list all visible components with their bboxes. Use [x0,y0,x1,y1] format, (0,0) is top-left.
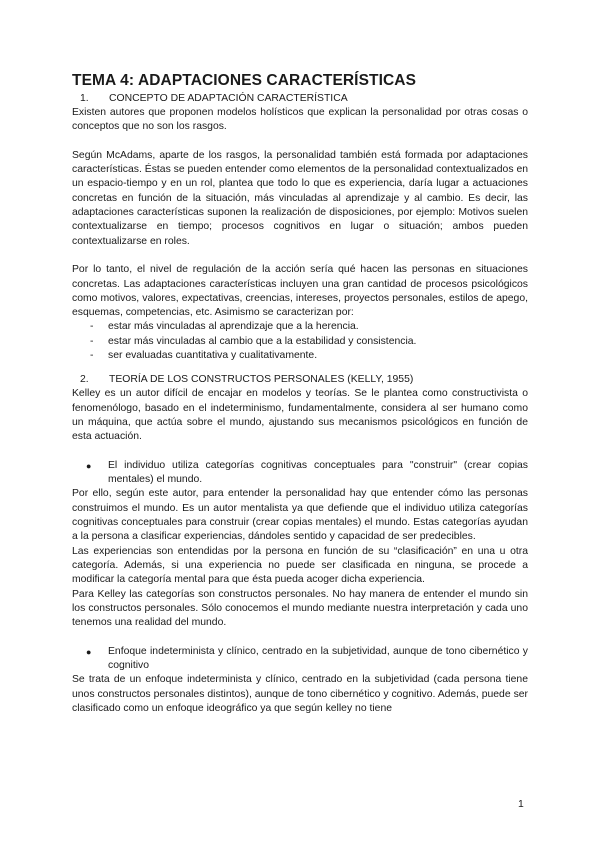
bullet-icon: ● [86,460,92,471]
section-heading-2 [72,373,528,387]
section-title: TEORÍA DE LOS CONSTRUCTOS PERSONALES (KELLY, 1955) [109,374,414,386]
paragraph-6: Las experiencias son entendidas por la persona en función de su “clasificación” en una u otra categoría. Además, si una experiencia no puede ser clasificada en ninguna, se procede a modificar la categoría mental para que ésta pueda acoger dicha experiencia. [72,545,528,586]
paragraph-8: Se trata de un enfoque indeterminista y clínico, centrado en la subjetividad (cada persona tiene unos constructos personales distintos), aunque de tono cibernético y cognitivo. Además, puede ser clasificado como un enfoque ideográfico ya que según kelley no tiene [72,674,528,714]
list-item: - ser evaluadas cuantitativa y cualitativamente. [90,350,318,362]
paragraph-1: Existen autores que proponen modelos holísticos que explican la personalidad por otras cosas o conceptos que no son los rasgos. [72,107,528,133]
list-item: - estar más vinculadas al cambio que a la estabilidad y consistencia. [90,335,417,347]
bullet-icon: ● [86,646,92,657]
document-page [72,72,528,716]
paragraph-2: Según McAdams, aparte de los rasgos, la personalidad también está formada por adaptaciones características. Éstas se pueden entender como elementos de la personalidad contextualizados en un espacio-tiempo y en un rol, plantea que todo lo que es experiencia, daría lugar a actuaciones concretas en función de la situación, más vinculadas al aprendizaje y al cambio. Es decir, las adaptaciones características suponen la realización de disposiciones, por ejemplo: Motivos suelen contextualizarse en tiempo; procesos cognitivos en lugar o situación; ambos pueden contextualizarse en roles. [72,149,528,247]
section-number: 1. [80,93,89,104]
paragraph-4: Kelley es un autor difícil de encajar en modelos y teorías. Se le plantea como constructivista o fenomenólogo, basado en el indeterminismo, fundamentalmente, considera al ser humano como un máquina, que actúa sobre el mundo, ajustando sus mecanismos psicológicos en función de esta actuación. [72,388,528,443]
bullet-item: ● El individuo utiliza categorías cognitivas conceptuales para "construir" (crear copias mentales) el mundo. [72,459,528,488]
bullet-item: ● Enfoque indeterminista y clínico, centrado en la subjetividad, aunque de tono cibernético y cognitivo [72,645,528,674]
list-item: - estar más vinculadas al aprendizaje que a la herencia. [90,321,359,333]
dash-list [72,320,528,363]
paragraph-7: Para Kelley las categorías son constructos personales. No hay manera de entender el mundo sin los constructos personales. Sólo conocemos el mundo mediante nuestra interpretación y cada uno tenemos una realidad del mundo. [72,588,528,629]
paragraph-3: Por lo tanto, el nivel de regulación de la acción sería qué hacen las personas en situaciones concretas. Las adaptaciones características incluyen una gran cantidad de procesos psicológicos como motivos, valores, expectativas, creencias, intereses, proyectos personales, estilos de apego, esquemas, competencias, etc. Asimismo se caracterizan por: [72,264,528,319]
paragraph-5: Por ello, según este autor, para entender la personalidad hay que entender cómo las personas construimos el mundo. Es un autor mentalista ya que defiende que el individuo utiliza categorías cognitivas conceptuales para construir (crear copias mentales) el mundo. Estas categorías ayudan a la persona a clasificar experiencias, dándoles sentido y capacidad de ser predecibles. [72,488,528,543]
page-number: 1 [518,799,524,810]
section-number: 2. [80,374,89,386]
section-heading-1 [72,92,528,106]
section-title: CONCEPTO DE ADAPTACIÓN CARACTERÍSTICA [109,93,348,104]
page-title: TEMA 4: ADAPTACIONES CARACTERÍSTICAS [72,72,417,89]
